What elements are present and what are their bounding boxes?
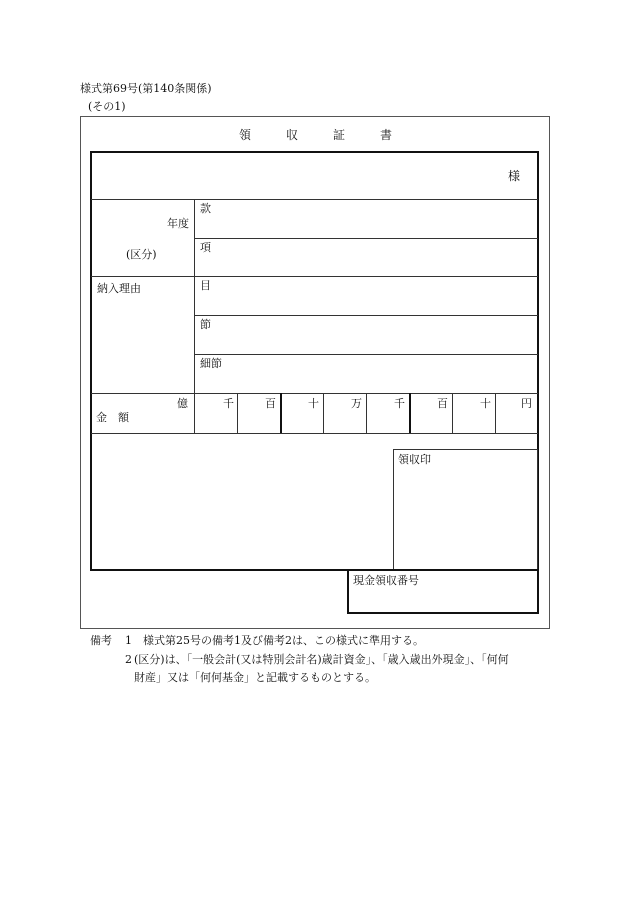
digit-divider xyxy=(366,393,367,433)
level-label-moku: 目 xyxy=(200,279,211,292)
row-divider xyxy=(91,199,538,200)
row-divider xyxy=(91,393,538,394)
amount-unit: 千 xyxy=(394,397,405,410)
note-text: 様式第25号の備考1及び備考2は、この様式に準用する。 xyxy=(143,634,424,647)
amount-unit: 万 xyxy=(351,397,362,410)
amount-unit: 十 xyxy=(480,397,491,410)
note-text: (区分)は、「一般会計(又は特別会計名)歳計資金」、「歳入歳出外現金」、「何何 xyxy=(134,653,509,666)
payer-honorific: 様 xyxy=(508,169,521,183)
level-label-saisetsu: 細節 xyxy=(200,357,222,370)
digit-divider xyxy=(409,393,411,433)
digit-divider xyxy=(323,393,324,433)
receipt-seal-label: 領収印 xyxy=(398,453,431,466)
level-label-kan: 款 xyxy=(200,202,211,215)
note-number: 1 xyxy=(125,634,132,647)
amount-unit: 十 xyxy=(308,397,319,410)
level-label-kou: 項 xyxy=(200,241,211,254)
cash-receipt-number-label: 現金領収番号 xyxy=(353,574,419,587)
row-divider xyxy=(194,354,538,355)
column-divider xyxy=(194,199,195,433)
row-divider xyxy=(194,238,538,239)
document-title-char: 証 xyxy=(333,128,346,142)
division-label: (区分) xyxy=(126,248,157,261)
document-title-char: 書 xyxy=(380,128,393,142)
year-label: 年度 xyxy=(167,217,189,230)
form-variant: (その1) xyxy=(88,100,126,113)
row-divider xyxy=(91,276,538,277)
note-number: 2 xyxy=(125,653,132,666)
digit-divider xyxy=(452,393,453,433)
amount-unit: 千 xyxy=(223,397,234,410)
row-divider xyxy=(91,433,538,434)
level-label-setsu: 節 xyxy=(200,318,211,331)
amount-unit: 円 xyxy=(521,397,532,410)
form-number: 様式第69号(第140条関係) xyxy=(80,82,212,95)
amount-unit: 百 xyxy=(437,397,448,410)
note-text: 財産」又は「何何基金」と記載するものとする。 xyxy=(134,671,376,684)
digit-divider xyxy=(237,393,238,433)
receipt-seal-box xyxy=(393,449,538,570)
amount-unit: 億 xyxy=(177,397,188,410)
row-divider xyxy=(194,315,538,316)
document-title-char: 収 xyxy=(286,128,299,142)
payment-reason-label: 納入理由 xyxy=(97,282,141,295)
digit-divider xyxy=(280,393,282,433)
notes-heading: 備考 xyxy=(90,634,112,647)
digit-divider xyxy=(495,393,496,433)
amount-label: 金 額 xyxy=(96,411,129,424)
document-title-char: 領 xyxy=(239,128,252,142)
amount-unit: 百 xyxy=(265,397,276,410)
